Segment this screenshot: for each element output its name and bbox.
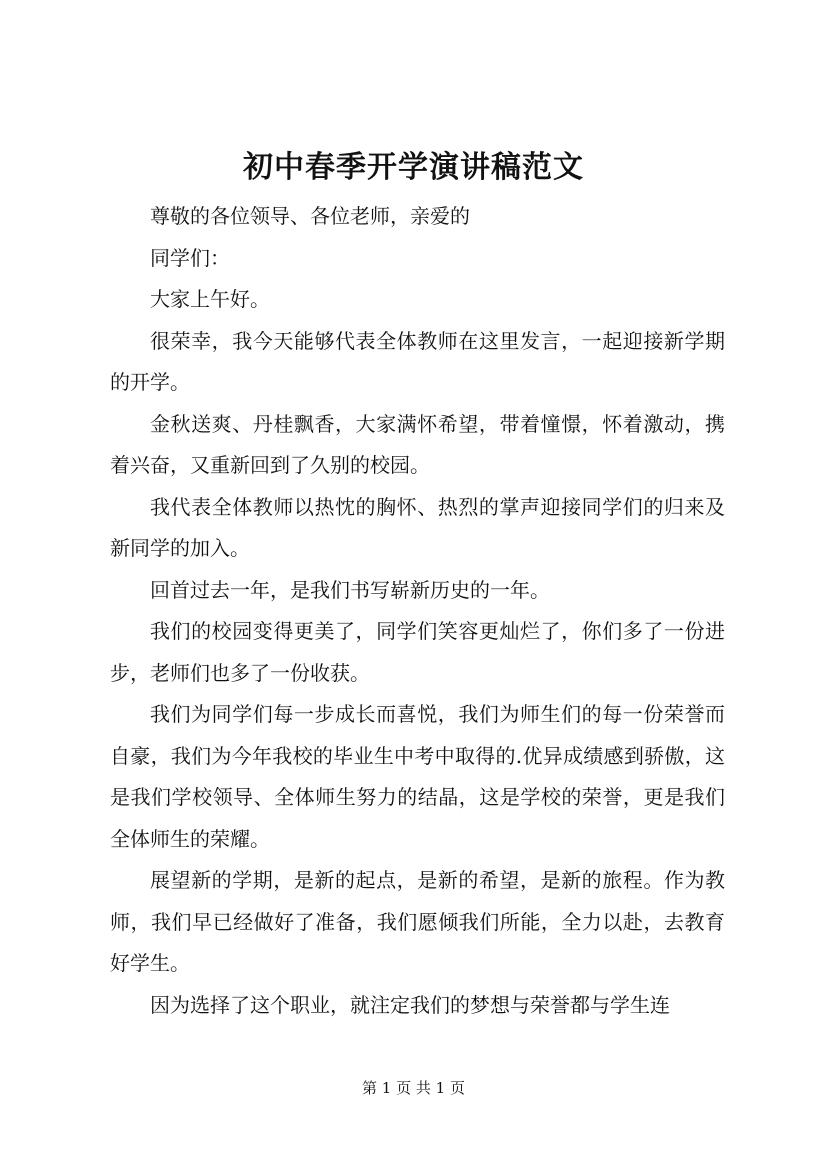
paragraph: 同学们： xyxy=(150,245,230,270)
paragraph: 我们为同学们每一步成长而喜悦，我们为师生们的每一份荣誉而自豪，我们为今年我校的毕业生中考中取得的.优异成绩感到骄傲，这是我们学校领导、全体师生努力的结晶，这是学校的荣誉，更是我们全体师生的荣耀。 xyxy=(110,702,725,851)
paragraph: 展望新的学期，是新的起点，是新的希望，是新的旅程。作为教师，我们早已经做好了准备，我们愿倾我们所能，全力以赴，去教育好学生。 xyxy=(110,868,725,975)
paragraph: 尊敬的各位领导、各位老师，亲爱的 xyxy=(150,204,470,228)
paragraph: 大家上午好。 xyxy=(150,287,270,311)
paragraph: 金秋送爽、丹桂飘香，大家满怀希望，带着憧憬，怀着激动，携着兴奋，又重新回到了久别的校园。 xyxy=(110,411,725,477)
paragraph: 我代表全体教师以热忱的胸怀、热烈的掌声迎接同学们的归来及新同学的加入。 xyxy=(110,494,725,560)
paragraph: 回首过去一年，是我们书写崭新历史的一年。 xyxy=(150,577,550,602)
paragraph: 很荣幸，我今天能够代表全体教师在这里发言，一起迎接新学期的开学。 xyxy=(110,328,725,394)
paragraph: 我们的校园变得更美了，同学们笑容更灿烂了，你们多了一份进步，老师们也多了一份收获。 xyxy=(110,619,725,685)
document-title: 初中春季开学演讲稿范文 xyxy=(243,150,584,185)
document-body xyxy=(110,196,725,1026)
paragraph: 因为选择了这个职业，就注定我们的梦想与荣誉都与学生连 xyxy=(150,992,670,1017)
page-footer: 第 1 页 共 1 页 xyxy=(362,1079,465,1097)
